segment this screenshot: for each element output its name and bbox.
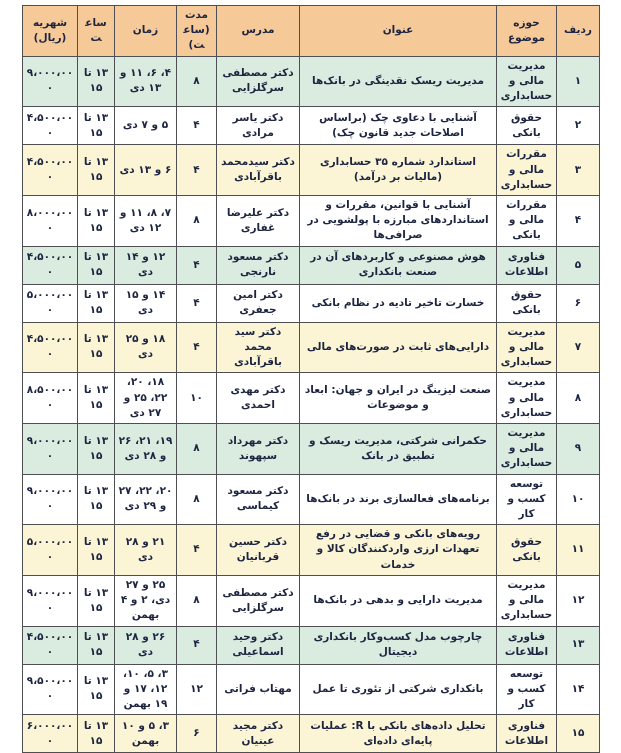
cell-fee: ۴،۵۰۰،۰۰۰ <box>23 626 78 664</box>
cell-area: توسعه کسب و کار <box>497 664 557 715</box>
cell-row: ۹ <box>557 423 600 474</box>
cell-title: مدیریت ریسک نقدینگی در بانک‌ها <box>300 56 497 107</box>
cell-area: فناوری اطلاعات <box>497 246 557 284</box>
cell-dates: ۳، ۵ و ۱۰ بهمن <box>115 715 177 753</box>
cell-row: ۶ <box>557 284 600 322</box>
cell-instructor: دکتر حسین قربانیان <box>217 525 300 576</box>
cell-instructor: دکتر یاسر مرادی <box>217 107 300 145</box>
cell-dates: ۴، ۶، ۱۱ و ۱۳ دی <box>115 56 177 107</box>
cell-dates: ۶ و ۱۳ دی <box>115 145 177 196</box>
cell-instructor: دکتر مهدی احمدی <box>217 373 300 424</box>
cell-time: ۱۳ تا ۱۵ <box>78 525 115 576</box>
cell-row: ۵ <box>557 246 600 284</box>
cell-time: ۱۳ تا ۱۵ <box>78 107 115 145</box>
cell-time: ۱۳ تا ۱۵ <box>78 575 115 626</box>
cell-instructor: دکتر مصطفی سرگلزایی <box>217 56 300 107</box>
cell-row: ۱۳ <box>557 626 600 664</box>
cell-area: مدیریت مالی و حسابداری <box>497 423 557 474</box>
cell-area: مدیریت مالی و حسابداری <box>497 575 557 626</box>
cell-row: ۸ <box>557 373 600 424</box>
cell-hours: ۴ <box>177 626 217 664</box>
cell-hours: ۴ <box>177 284 217 322</box>
cell-area: فناوری اطلاعات <box>497 626 557 664</box>
cell-time: ۱۳ تا ۱۵ <box>78 423 115 474</box>
cell-hours: ۱۰ <box>177 373 217 424</box>
cell-fee: ۹،۰۰۰،۰۰۰ <box>23 56 78 107</box>
cell-dates: ۲۱ و ۲۸ دی <box>115 525 177 576</box>
cell-hours: ۶ <box>177 715 217 753</box>
cell-dates: ۷، ۸، ۱۱ و ۱۲ دی <box>115 195 177 246</box>
cell-title: رویه‌های بانکی و قضایی در رفع تعهدات ارزی واردکنندگان کالا و خدمات <box>300 525 497 576</box>
cell-area: مقررات مالی و بانکی <box>497 195 557 246</box>
cell-area: مدیریت مالی و حسابداری <box>497 56 557 107</box>
table-row <box>23 664 600 715</box>
table-row <box>23 715 600 753</box>
cell-instructor: دکتر مصطفی سرگلزایی <box>217 575 300 626</box>
cell-fee: ۶،۰۰۰،۰۰۰ <box>23 715 78 753</box>
cell-instructor: دکتر سیدمحمد باقرآبادی <box>217 145 300 196</box>
cell-row: ۱۵ <box>557 715 600 753</box>
cell-hours: ۴ <box>177 145 217 196</box>
column-header-duration-hours: مدت (ساعت) <box>177 6 217 57</box>
cell-hours: ۸ <box>177 474 217 525</box>
cell-row: ۷ <box>557 322 600 373</box>
cell-title: صنعت لیزینگ در ایران و جهان: ابعاد و موضوعات <box>300 373 497 424</box>
cell-dates: ۵ و ۷ دی <box>115 107 177 145</box>
header-row <box>23 6 600 57</box>
cell-instructor: دکتر سید محمد باقرآبادی <box>217 322 300 373</box>
cell-hours: ۴ <box>177 246 217 284</box>
cell-hours: ۴ <box>177 107 217 145</box>
table-body <box>23 56 600 753</box>
cell-instructor: دکتر مسعود نارنجی <box>217 246 300 284</box>
column-header-subject-area: حوزه موضوع <box>497 6 557 57</box>
cell-instructor: دکتر امین جعفری <box>217 284 300 322</box>
course-schedule-table <box>22 5 600 753</box>
cell-time: ۱۳ تا ۱۵ <box>78 715 115 753</box>
column-header-row-number: ردیف <box>557 6 600 57</box>
cell-row: ۱۲ <box>557 575 600 626</box>
cell-time: ۱۳ تا ۱۵ <box>78 56 115 107</box>
cell-hours: ۸ <box>177 56 217 107</box>
table-row <box>23 626 600 664</box>
cell-hours: ۸ <box>177 423 217 474</box>
cell-time: ۱۳ تا ۱۵ <box>78 195 115 246</box>
cell-hours: ۴ <box>177 525 217 576</box>
cell-title: چارچوب مدل کسب‌وکار بانکداری دیجیتال <box>300 626 497 664</box>
table-row <box>23 373 600 424</box>
cell-area: فناوری اطلاعات <box>497 715 557 753</box>
table-row <box>23 474 600 525</box>
cell-dates: ۱۸ و ۲۵ دی <box>115 322 177 373</box>
cell-title: بانکداری شرکتی از تئوری تا عمل <box>300 664 497 715</box>
cell-instructor: دکتر علیرضا غفاری <box>217 195 300 246</box>
cell-instructor: دکتر وحید اسماعیلی <box>217 626 300 664</box>
cell-dates: ۳، ۵، ۱۰، ۱۲، ۱۷ و ۱۹ بهمن <box>115 664 177 715</box>
cell-fee: ۹،۰۰۰،۰۰۰ <box>23 575 78 626</box>
cell-title: تحلیل داده‌های بانکی با R: عملیات پایه‌ای داده‌ای <box>300 715 497 753</box>
cell-time: ۱۳ تا ۱۵ <box>78 246 115 284</box>
cell-fee: ۴،۵۰۰،۰۰۰ <box>23 145 78 196</box>
cell-instructor: دکتر مهرداد سپهوند <box>217 423 300 474</box>
cell-title: استاندارد شماره ۳۵ حسابداری (مالیات بر درآمد) <box>300 145 497 196</box>
table-row <box>23 423 600 474</box>
cell-dates: ۲۶ و ۲۸ دی <box>115 626 177 664</box>
cell-hours: ۱۲ <box>177 664 217 715</box>
cell-title: هوش مصنوعی و کاربردهای آن در صنعت بانکداری <box>300 246 497 284</box>
cell-time: ۱۳ تا ۱۵ <box>78 284 115 322</box>
cell-area: حقوق بانکی <box>497 525 557 576</box>
table-row <box>23 575 600 626</box>
cell-fee: ۹،۰۰۰،۰۰۰ <box>23 423 78 474</box>
cell-area: مدیریت مالی و حسابداری <box>497 322 557 373</box>
cell-fee: ۸،۰۰۰،۰۰۰ <box>23 195 78 246</box>
cell-hours: ۴ <box>177 322 217 373</box>
cell-title: دارایی‌های ثابت در صورت‌های مالی <box>300 322 497 373</box>
cell-instructor: دکتر مسعود کیماسی <box>217 474 300 525</box>
cell-area: مقررات مالی و حسابداری <box>497 145 557 196</box>
cell-hours: ۸ <box>177 195 217 246</box>
cell-instructor: مهتاب فراتی <box>217 664 300 715</box>
cell-hours: ۸ <box>177 575 217 626</box>
cell-title: آشنایی با دعاوی چک (براساس اصلاحات جدید قانون چک) <box>300 107 497 145</box>
cell-time: ۱۳ تا ۱۵ <box>78 474 115 525</box>
table-row <box>23 525 600 576</box>
cell-area: توسعه کسب و کار <box>497 474 557 525</box>
cell-dates: ۱۸، ۲۰، ۲۲، ۲۵ و ۲۷ دی <box>115 373 177 424</box>
table-row <box>23 322 600 373</box>
cell-fee: ۴،۵۰۰،۰۰۰ <box>23 246 78 284</box>
cell-instructor: دکتر مجید عینیان <box>217 715 300 753</box>
cell-row: ۱۴ <box>557 664 600 715</box>
column-header-fee-rial: شهریه (ریال) <box>23 6 78 57</box>
cell-title: برنامه‌های فعالسازی برند در بانک‌ها <box>300 474 497 525</box>
cell-fee: ۵،۰۰۰،۰۰۰ <box>23 525 78 576</box>
cell-title: خسارت تاخیر تادیه در نظام بانکی <box>300 284 497 322</box>
column-header-dates: زمان <box>115 6 177 57</box>
cell-dates: ۲۵ و ۲۷ دی، ۲ و ۴ بهمن <box>115 575 177 626</box>
table-row <box>23 145 600 196</box>
table-row <box>23 107 600 145</box>
column-header-time: ساعت <box>78 6 115 57</box>
cell-time: ۱۳ تا ۱۵ <box>78 145 115 196</box>
cell-row: ۳ <box>557 145 600 196</box>
cell-fee: ۹،۵۰۰،۰۰۰ <box>23 664 78 715</box>
cell-row: ۴ <box>557 195 600 246</box>
cell-title: مدیریت دارایی و بدهی در بانک‌ها <box>300 575 497 626</box>
cell-fee: ۴،۵۰۰،۰۰۰ <box>23 107 78 145</box>
cell-time: ۱۳ تا ۱۵ <box>78 373 115 424</box>
column-header-title: عنوان <box>300 6 497 57</box>
cell-dates: ۲۰، ۲۲، ۲۷ و ۲۹ دی <box>115 474 177 525</box>
cell-row: ۱۰ <box>557 474 600 525</box>
cell-dates: ۱۴ و ۱۵ دی <box>115 284 177 322</box>
cell-row: ۱ <box>557 56 600 107</box>
cell-title: حکمرانی شرکتی، مدیریت ریسک و تطبیق در بانک <box>300 423 497 474</box>
cell-fee: ۹،۰۰۰،۰۰۰ <box>23 474 78 525</box>
cell-dates: ۱۲ و ۱۴ دی <box>115 246 177 284</box>
cell-fee: ۸،۵۰۰،۰۰۰ <box>23 373 78 424</box>
table-row <box>23 56 600 107</box>
table-row <box>23 195 600 246</box>
cell-row: ۱۱ <box>557 525 600 576</box>
table-row <box>23 246 600 284</box>
cell-area: مدیریت مالی و حسابداری <box>497 373 557 424</box>
cell-time: ۱۳ تا ۱۵ <box>78 322 115 373</box>
cell-fee: ۵،۰۰۰،۰۰۰ <box>23 284 78 322</box>
table-row <box>23 284 600 322</box>
cell-dates: ۱۹، ۲۱، ۲۶ و ۲۸ دی <box>115 423 177 474</box>
cell-title: آشنایی با قوانین، مقررات و استانداردهای مبارزه با پولشویی در صرافی‌ها <box>300 195 497 246</box>
cell-time: ۱۳ تا ۱۵ <box>78 664 115 715</box>
column-header-instructor: مدرس <box>217 6 300 57</box>
cell-fee: ۴،۵۰۰،۰۰۰ <box>23 322 78 373</box>
cell-time: ۱۳ تا ۱۵ <box>78 626 115 664</box>
cell-row: ۲ <box>557 107 600 145</box>
cell-area: حقوق بانکی <box>497 107 557 145</box>
cell-area: حقوق بانکی <box>497 284 557 322</box>
